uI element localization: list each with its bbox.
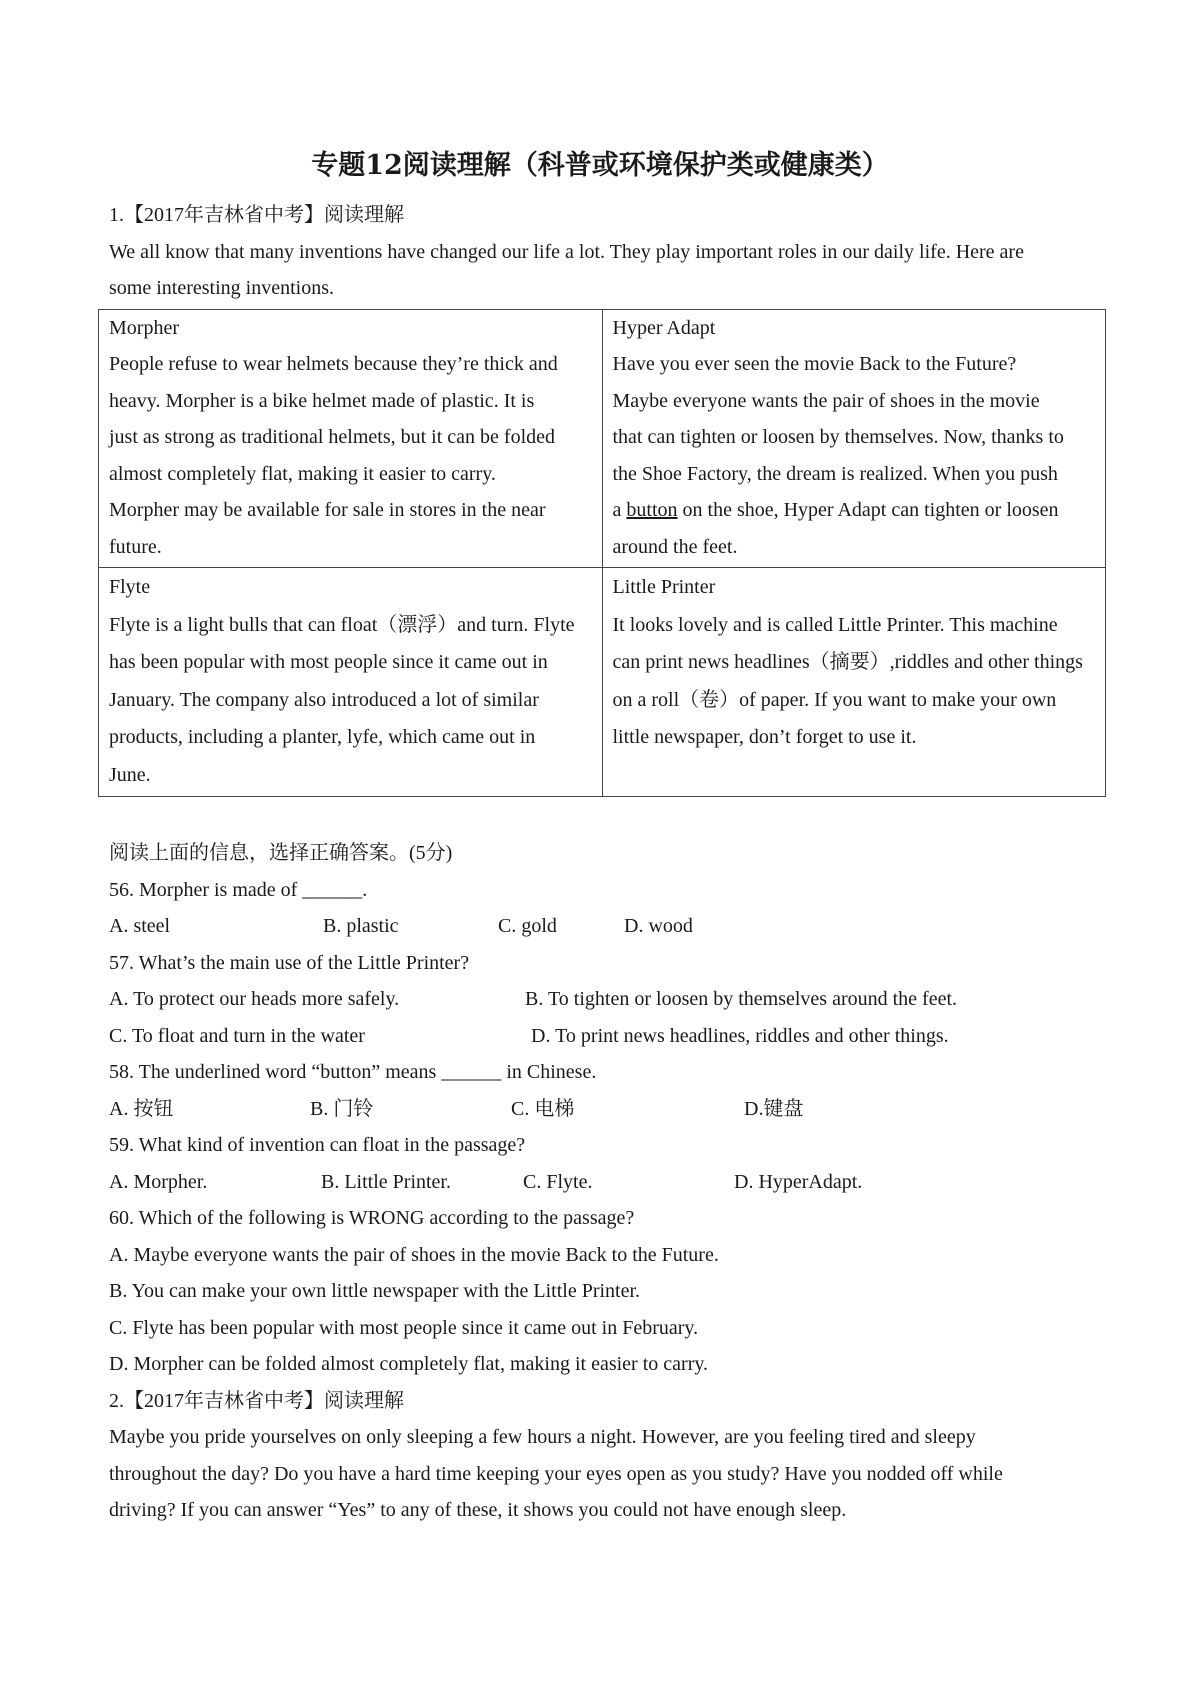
cell-line: almost completely flat, making it easier to carry. — [109, 462, 496, 485]
cell-line: Flyte is a light bulls that can float（漂浮）and turn. Flyte — [109, 613, 575, 636]
option-a: A. steel — [109, 915, 171, 937]
cell-line: Maybe everyone wants the pair of shoes in the movie — [612, 389, 1040, 412]
content — [109, 197, 1104, 1529]
option-a: A. 按钮 — [109, 1097, 174, 1120]
option-c: C. 电梯 — [511, 1097, 575, 1120]
question-56: 56. Morpher is made of ______. — [109, 878, 368, 901]
cell-line: future. — [109, 535, 162, 558]
cell-line: Have you ever seen the movie Back to the Future? — [612, 353, 1017, 375]
inventions-table — [98, 309, 1106, 798]
cell-line: heavy. Morpher is a bike helmet made of plastic. It is — [109, 389, 535, 412]
cell-line: Morpher may be available for sale in stores in the near — [109, 499, 546, 521]
passage-line: throughout the day? Do you have a hard time keeping your eyes open as you study? Have you nodded off while — [109, 1462, 1003, 1485]
option-a: A. Maybe everyone wants the pair of shoes in the movie Back to the Future. — [109, 1243, 719, 1266]
option-b: B. To tighten or loosen by themselves around the feet. — [525, 988, 958, 1010]
cell-line: on a roll（卷）of paper. If you want to make your own — [612, 688, 1057, 711]
cell-line: has been popular with most people since it came out in — [109, 651, 548, 673]
cell-title: Little Printer — [612, 576, 716, 598]
option-d: D. To print news headlines, riddles and other things. — [531, 1024, 949, 1047]
option-b: B. 门铃 — [310, 1097, 374, 1120]
instruction: 阅读上面的信息，选择正确答案。(5分) — [109, 842, 453, 864]
options-58 — [109, 1091, 1104, 1128]
option-b: B. plastic — [323, 915, 399, 937]
cell-line: It looks lovely and is called Little Printer. This machine — [612, 613, 1058, 636]
cell-line: can print news headlines（摘要）,riddles and other things — [612, 651, 1083, 673]
question-59: 59. What kind of invention can float in the passage? — [109, 1134, 526, 1156]
option-b: B. You can make your own little newspaper with the Little Printer. — [109, 1280, 641, 1302]
cell-little-printer — [602, 568, 1106, 797]
options-59 — [109, 1164, 1104, 1201]
cell-line: little newspaper, don’t forget to use it. — [612, 726, 917, 748]
option-a: A. Morpher. — [109, 1170, 208, 1193]
underlined-word: button — [626, 499, 678, 521]
options-57 — [109, 1018, 1104, 1055]
option-b: B. Little Printer. — [321, 1170, 451, 1193]
cell-line: around the feet. — [612, 535, 738, 558]
spacer — [109, 797, 1104, 835]
cell-flyte — [99, 568, 603, 797]
cell-title: Flyte — [109, 576, 151, 598]
passage-line: Maybe you pride yourselves on only sleeping a few hours a night. However, are you feeling tired and sleepy — [109, 1426, 976, 1448]
cell-line: products, including a planter, lyfe, which came out in — [109, 726, 536, 748]
passage-line: driving? If you can answer “Yes” to any of these, it shows you could not have enough sleep. — [109, 1499, 847, 1521]
option-d: D. wood — [624, 915, 693, 937]
cell-title: Morpher — [109, 316, 179, 339]
question-58: 58. The underlined word “button” means ______ in Chinese. — [109, 1061, 597, 1083]
question-60: 60. Which of the following is WRONG according to the passage? — [109, 1207, 635, 1229]
cell-title: Hyper Adapt — [612, 316, 716, 339]
option-c: C. Flyte has been popular with most people since it came out in February. — [109, 1316, 699, 1339]
intro-line: some interesting inventions. — [109, 277, 334, 299]
cell-line — [613, 492, 1100, 529]
cell-line: that can tighten or loosen by themselves. Now, thanks to — [612, 426, 1064, 448]
options-57 — [109, 981, 1104, 1018]
option-c: C. gold — [498, 915, 557, 937]
section-1-heading: 1.【2017年吉林省中考】阅读理解 — [109, 204, 404, 226]
options-56 — [109, 908, 1104, 945]
cell-morpher — [99, 309, 603, 568]
option-d: D. Morpher can be folded almost completely flat, making it easier to carry. — [109, 1353, 709, 1375]
question-57: 57. What’s the main use of the Little Printer? — [109, 951, 470, 974]
intro-line: We all know that many inventions have changed our life a lot. They play important roles in our daily life. Here are — [109, 240, 1024, 263]
cell-line: People refuse to wear helmets because they’re thick and — [109, 353, 558, 375]
cell-line: January. The company also introduced a lot of similar — [109, 688, 539, 711]
cell-hyper-adapt — [602, 309, 1106, 568]
cell-line: June. — [109, 763, 151, 786]
table-row — [99, 568, 1106, 797]
section-2-heading: 2.【2017年吉林省中考】阅读理解 — [109, 1389, 404, 1412]
cell-line: just as strong as traditional helmets, but it can be folded — [109, 426, 556, 448]
text-run: a — [612, 499, 627, 521]
cell-line: the Shoe Factory, the dream is realized. When you push — [612, 462, 1058, 485]
option-c: C. Flyte. — [523, 1170, 593, 1193]
option-a: A. To protect our heads more safely. — [109, 988, 400, 1010]
table-row — [99, 309, 1106, 568]
option-d: D.键盘 — [744, 1097, 804, 1120]
page-title: 专题12阅读理解（科普或环境保护类或健康类） — [311, 150, 889, 181]
option-c: C. To float and turn in the water — [109, 1024, 365, 1047]
option-d: D. HyperAdapt. — [734, 1170, 863, 1193]
text-run: on the shoe, Hyper Adapt can tighten or loosen — [677, 499, 1059, 521]
